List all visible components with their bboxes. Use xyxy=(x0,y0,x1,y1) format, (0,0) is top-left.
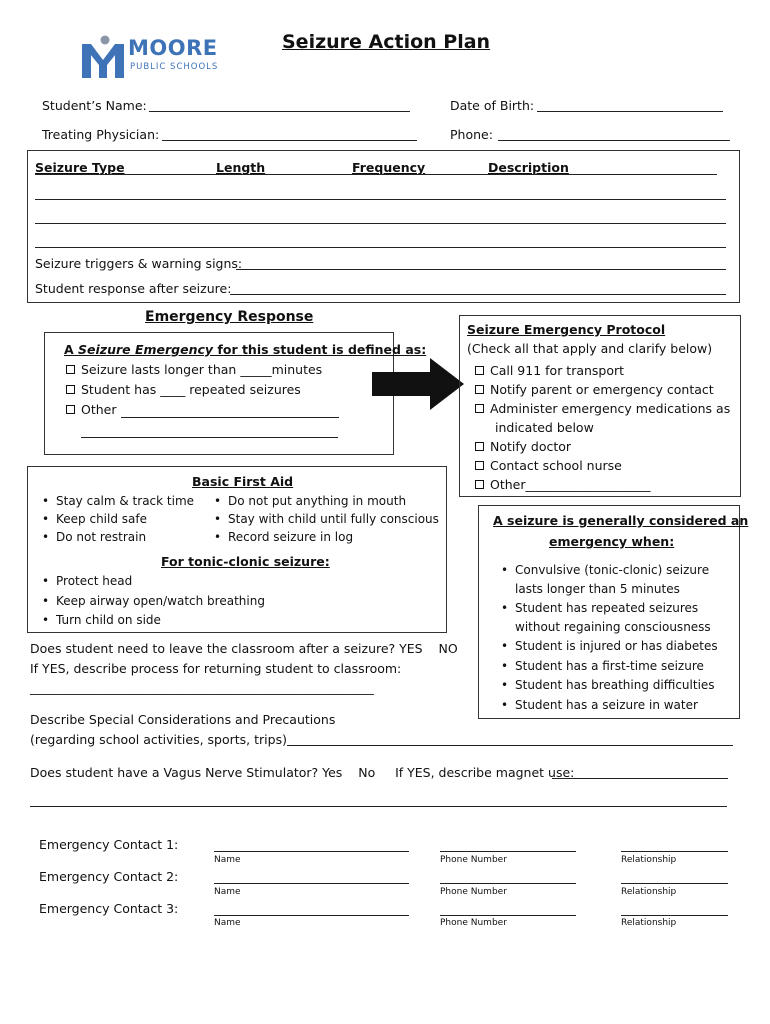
emergency-response-heading: Emergency Response xyxy=(145,309,314,325)
school-logo xyxy=(80,34,220,80)
student-name-label: Student’s Name: xyxy=(42,98,147,113)
protocol-item-label: Contact school nurse xyxy=(490,458,622,473)
checkbox[interactable] xyxy=(66,365,75,374)
special-considerations-field[interactable] xyxy=(287,745,733,746)
header-underline xyxy=(35,174,717,175)
other-field-2[interactable] xyxy=(81,437,338,438)
opt1-blank[interactable]: _____ xyxy=(240,362,272,377)
contact-1-name-field[interactable] xyxy=(214,851,409,852)
checkbox[interactable] xyxy=(475,385,484,394)
definition-italic: Seizure Emergency xyxy=(78,342,214,357)
phone-field[interactable] xyxy=(498,140,730,141)
definition-text xyxy=(64,342,426,357)
checkbox[interactable] xyxy=(475,366,484,375)
protocol-item-label: Notify parent or emergency contact xyxy=(490,382,714,397)
checkbox[interactable] xyxy=(475,480,484,489)
vns-question: Does student have a Vagus Nerve Stimulator? Yes No If YES, describe magnet use: xyxy=(30,765,575,780)
protocol-notify-parent[interactable] xyxy=(475,382,714,397)
physician-field[interactable] xyxy=(162,140,417,141)
emergency-option-other[interactable] xyxy=(66,402,117,417)
emergency-when-item: • Student is injured or has diabetes xyxy=(501,639,718,653)
first-aid-item: • Keep child safe xyxy=(42,512,147,526)
tonic-item: • Protect head xyxy=(42,574,132,588)
phone-label: Phone: xyxy=(450,127,493,142)
checkbox[interactable] xyxy=(475,461,484,470)
arrow-right-icon xyxy=(372,358,464,410)
triggers-field[interactable] xyxy=(236,269,726,270)
opt2-a: Student has xyxy=(81,382,157,397)
dob-field[interactable] xyxy=(537,111,723,112)
response-field[interactable] xyxy=(230,294,726,295)
vns-field[interactable] xyxy=(552,778,728,779)
opt1-b: minutes xyxy=(271,362,323,377)
triggers-label: Seizure triggers & warning signs: xyxy=(35,256,243,271)
checkbox[interactable] xyxy=(475,442,484,451)
opt2-blank[interactable]: ____ xyxy=(160,382,186,397)
definition-prefix: A xyxy=(64,342,79,357)
logo-subtitle: PUBLIC SCHOOLS xyxy=(130,62,219,72)
logo-icon xyxy=(80,34,126,80)
student-name-field[interactable] xyxy=(149,111,410,112)
contact-1-relationship-field[interactable] xyxy=(621,851,728,852)
special-considerations-label: Describe Special Considerations and Precautions xyxy=(30,712,336,727)
contact-3-relationship-field[interactable] xyxy=(621,915,728,916)
protocol-administer-meds-cont: indicated below xyxy=(495,420,594,435)
col-frequency: Frequency xyxy=(352,160,426,175)
protocol-item-label: Other xyxy=(490,477,526,492)
logo-name: MOORE xyxy=(128,36,218,60)
contact-1-phone-field[interactable] xyxy=(440,851,576,852)
col-description: Description xyxy=(488,160,569,175)
emergency-when-item-cont: without regaining consciousness xyxy=(515,620,711,634)
seizure-row-1[interactable] xyxy=(35,199,726,200)
contact-2-phone-caption: Phone Number xyxy=(440,887,507,897)
tonic-item: • Keep airway open/watch breathing xyxy=(42,594,265,608)
return-process-question: If YES, describe process for returning student to classroom: xyxy=(30,661,402,676)
dob-label: Date of Birth: xyxy=(450,98,535,113)
protocol-administer-meds[interactable] xyxy=(475,401,730,416)
contact-2-phone-field[interactable] xyxy=(440,883,576,884)
physician-label: Treating Physician: xyxy=(42,127,160,142)
protocol-item-label: Call 911 for transport xyxy=(490,363,625,378)
col-seizure-type: Seizure Type xyxy=(35,160,125,175)
contact-2-relationship-caption: Relationship xyxy=(621,887,677,897)
other-field-1[interactable] xyxy=(121,417,339,418)
contact-3-name-field[interactable] xyxy=(214,915,409,916)
emergency-when-heading-2: emergency when: xyxy=(549,534,675,549)
opt2-b: repeated seizures xyxy=(189,382,301,397)
vns-field-2[interactable] xyxy=(30,806,727,807)
opt3-label: Other xyxy=(81,402,117,417)
first-aid-item: • Stay calm & track time xyxy=(42,494,194,508)
checkbox[interactable] xyxy=(66,385,75,394)
return-process-field[interactable]: _______________________________________________________ xyxy=(30,680,374,695)
page-title: Seizure Action Plan xyxy=(282,31,491,53)
response-label: Student response after seizure: xyxy=(35,281,232,296)
opt1-a: Seizure lasts longer than xyxy=(81,362,237,377)
col-length: Length xyxy=(216,160,266,175)
emergency-option-repeated[interactable] xyxy=(66,382,301,397)
leave-classroom-question: Does student need to leave the classroom after a seizure? YES NO xyxy=(30,641,458,656)
emergency-when-item: • Student has repeated seizures xyxy=(501,601,698,615)
protocol-item-label: Administer emergency medications as xyxy=(490,401,731,416)
first-aid-item: • Do not restrain xyxy=(42,530,146,544)
first-aid-heading: Basic First Aid xyxy=(192,474,294,489)
protocol-subheading: (Check all that apply and clarify below) xyxy=(467,341,713,356)
contact-1-name-caption: Name xyxy=(214,855,241,865)
emergency-when-item: • Convulsive (tonic-clonic) seizure xyxy=(501,563,709,577)
contact-3-name-caption: Name xyxy=(214,918,241,928)
first-aid-item: • Do not put anything in mouth xyxy=(214,494,406,508)
protocol-other-blank[interactable]: ____________________ xyxy=(525,477,651,492)
special-considerations-label-2: (regarding school activities, sports, trips) xyxy=(30,732,287,747)
protocol-heading: Seizure Emergency Protocol xyxy=(467,322,666,337)
first-aid-item: • Record seizure in log xyxy=(214,530,353,544)
emergency-when-item-cont: lasts longer than 5 minutes xyxy=(515,582,680,596)
emergency-contact-3-label: Emergency Contact 3: xyxy=(39,901,179,916)
protocol-item-label: Notify doctor xyxy=(490,439,572,454)
tonic-clonic-heading: For tonic-clonic seizure: xyxy=(161,554,330,569)
protocol-other[interactable] xyxy=(475,477,651,492)
contact-2-name-field[interactable] xyxy=(214,883,409,884)
seizure-row-2[interactable] xyxy=(35,223,726,224)
contact-3-relationship-caption: Relationship xyxy=(621,918,677,928)
emergency-when-item: • Student has a first-time seizure xyxy=(501,659,704,673)
emergency-contact-2-label: Emergency Contact 2: xyxy=(39,869,179,884)
emergency-when-item: • Student has breathing difficulties xyxy=(501,678,715,692)
emergency-option-duration[interactable] xyxy=(66,362,322,377)
contact-1-relationship-caption: Relationship xyxy=(621,855,677,865)
protocol-call-911[interactable] xyxy=(475,363,624,378)
first-aid-item: • Stay with child until fully conscious xyxy=(214,512,439,526)
contact-3-phone-caption: Phone Number xyxy=(440,918,507,928)
contact-2-relationship-field[interactable] xyxy=(621,883,728,884)
contact-3-phone-field[interactable] xyxy=(440,915,576,916)
contact-1-phone-caption: Phone Number xyxy=(440,855,507,865)
definition-suffix: for this student is defined as: xyxy=(213,342,427,357)
checkbox[interactable] xyxy=(66,405,75,414)
emergency-contact-1-label: Emergency Contact 1: xyxy=(39,837,179,852)
emergency-when-heading-1: A seizure is generally considered an xyxy=(493,513,749,528)
protocol-notify-doctor[interactable] xyxy=(475,439,571,454)
seizure-row-3[interactable] xyxy=(35,247,726,248)
protocol-contact-nurse[interactable] xyxy=(475,458,622,473)
emergency-when-item: • Student has a seizure in water xyxy=(501,698,698,712)
checkbox[interactable] xyxy=(475,404,484,413)
contact-2-name-caption: Name xyxy=(214,887,241,897)
tonic-item: • Turn child on side xyxy=(42,613,161,627)
